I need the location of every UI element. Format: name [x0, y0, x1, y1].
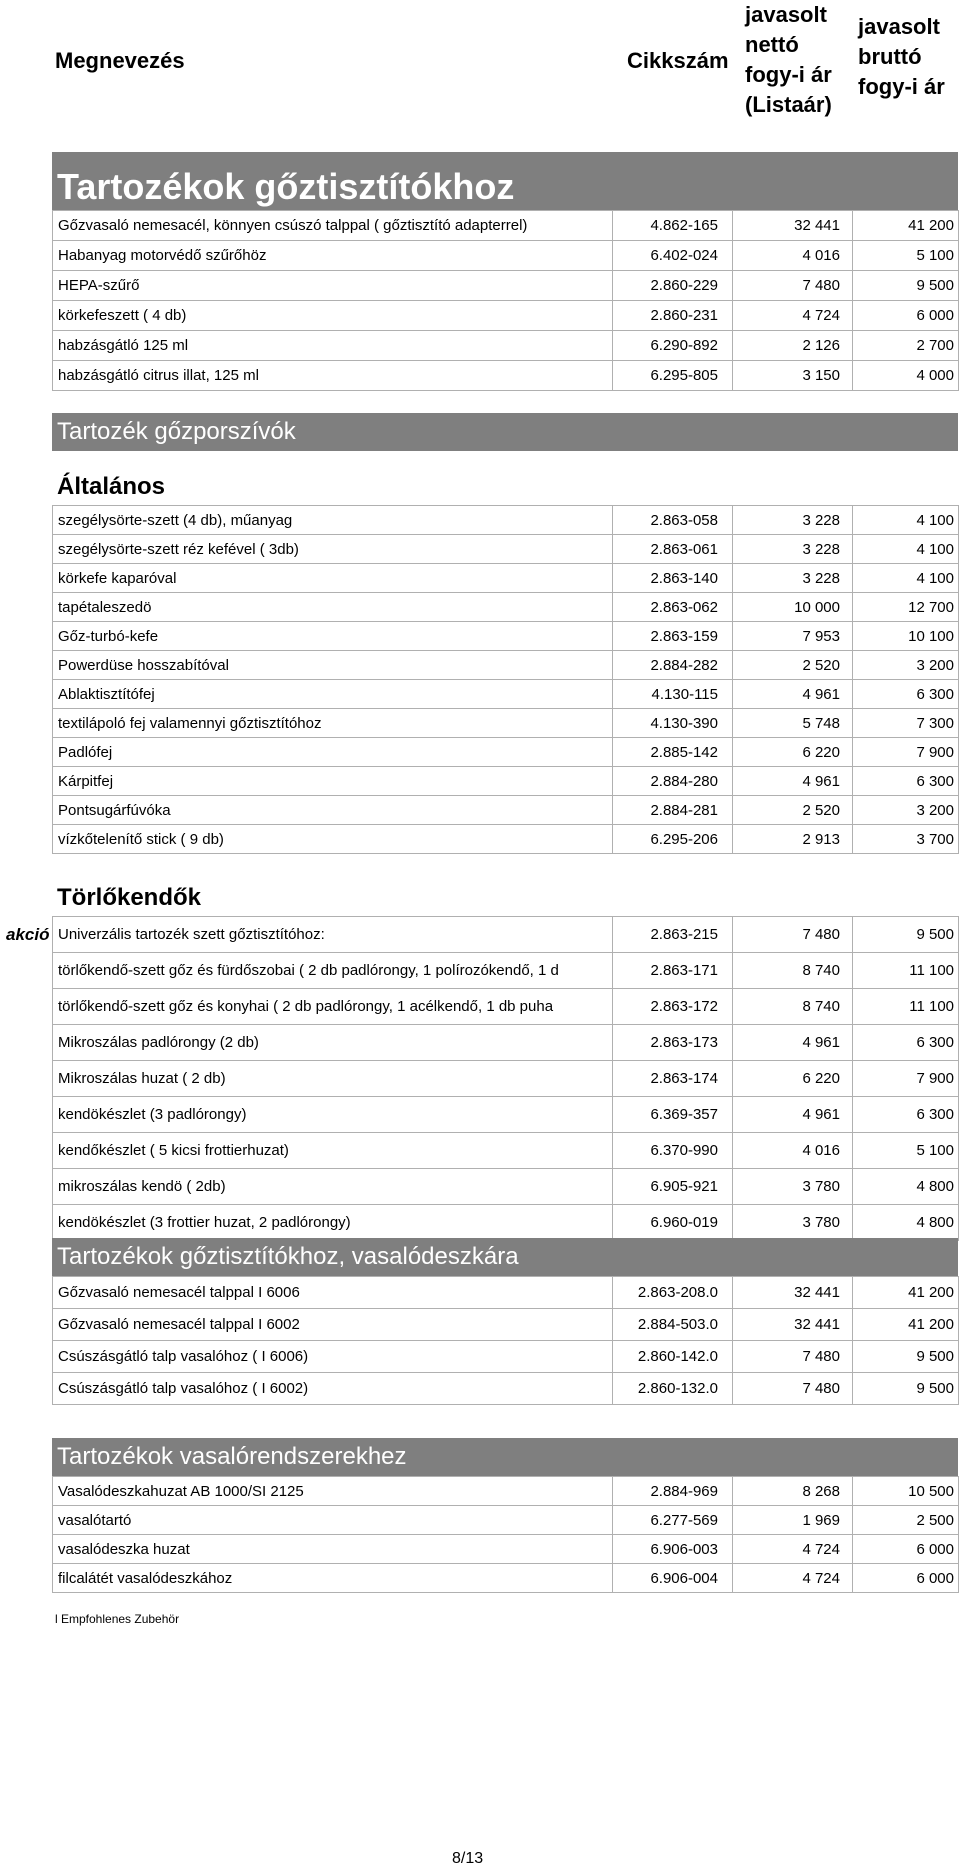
item-code: 2.885-142: [613, 738, 733, 767]
header-net-price: [745, 0, 845, 120]
item-name: Gőzvasaló nemesacél, könnyen csúszó talppal ( gőztisztító adapterrel): [53, 211, 613, 241]
net-price: 7 480: [733, 1373, 853, 1405]
item-code: 2.863-215: [613, 917, 733, 953]
net-price: 2 520: [733, 796, 853, 825]
gross-price: 5 100: [853, 1133, 959, 1169]
net-price: 3 780: [733, 1205, 853, 1241]
item-name: Pontsugárfúvóka: [53, 796, 613, 825]
item-name: Powerdüse hosszabítóval: [53, 651, 613, 680]
item-code: 2.860-132.0: [613, 1373, 733, 1405]
gross-price: 6 300: [853, 767, 959, 796]
net-price: 4 961: [733, 767, 853, 796]
gross-price: 9 500: [853, 1341, 959, 1373]
header-net-line: (Listaár): [745, 92, 832, 117]
item-name: Gőz-turbó-kefe: [53, 622, 613, 651]
item-name: mikroszálas kendö ( 2db): [53, 1169, 613, 1205]
item-code: 6.290-892: [613, 331, 733, 361]
section-steam-vacuum-accessories: [52, 413, 958, 854]
column-header: [0, 0, 960, 140]
gross-price: 6 000: [853, 301, 959, 331]
subsection-title: Törlőkendők: [57, 884, 202, 911]
net-price: 4 961: [733, 1097, 853, 1133]
table-row: [53, 1025, 959, 1061]
item-code: 4.130-115: [613, 680, 733, 709]
net-price: 32 441: [733, 1309, 853, 1341]
gross-price: 10 500: [853, 1477, 959, 1506]
item-name: Gőzvasaló nemesacél talppal I 6002: [53, 1309, 613, 1341]
gross-price: 4 100: [853, 564, 959, 593]
header-gross-line: bruttó: [858, 44, 922, 69]
gross-price: 11 100: [853, 989, 959, 1025]
table-row: [53, 506, 959, 535]
item-code: 2.863-171: [613, 953, 733, 989]
net-price: 4 724: [733, 1564, 853, 1593]
table-row: [53, 564, 959, 593]
item-name: Univerzális tartozék szett gőztisztítóhoz:: [53, 917, 613, 953]
net-price: 2 913: [733, 825, 853, 854]
price-table: [52, 1476, 959, 1593]
table-row: [53, 535, 959, 564]
item-name: habzásgátló citrus illat, 125 ml: [53, 361, 613, 391]
gross-price: 2 500: [853, 1506, 959, 1535]
item-name: Csúszásgátló talp vasalóhoz ( I 6002): [53, 1373, 613, 1405]
net-price: 4 961: [733, 1025, 853, 1061]
gross-price: 3 200: [853, 796, 959, 825]
item-code: 2.884-281: [613, 796, 733, 825]
table-row: [53, 1097, 959, 1133]
subsection-title: Általános: [57, 473, 166, 500]
net-price: 6 220: [733, 738, 853, 767]
net-price: 4 724: [733, 1535, 853, 1564]
table-row: [53, 796, 959, 825]
gross-price: 41 200: [853, 211, 959, 241]
item-name: HEPA-szűrő: [53, 271, 613, 301]
item-name: Mikroszálas huzat ( 2 db): [53, 1061, 613, 1097]
header-net-line: javasolt: [745, 2, 827, 27]
section-title: Tartozék gőzporszívók: [52, 413, 958, 451]
net-price: 7 480: [733, 1341, 853, 1373]
section-ironing-system-accessories: [52, 1438, 958, 1593]
item-name: törlőkendő-szett gőz és konyhai ( 2 db padlórongy, 1 acélkendő, 1 db puha: [53, 989, 613, 1025]
item-name: Kárpitfej: [53, 767, 613, 796]
price-table: [52, 916, 959, 1241]
item-code: 2.884-282: [613, 651, 733, 680]
header-gross-line: javasolt: [858, 14, 940, 39]
item-name: filcalátét vasalódeszkához: [53, 1564, 613, 1593]
gross-price: 9 500: [853, 917, 959, 953]
item-code: 6.960-019: [613, 1205, 733, 1241]
table-row: [53, 593, 959, 622]
item-name: Csúszásgátló talp vasalóhoz ( I 6006): [53, 1341, 613, 1373]
item-code: 2.863-172: [613, 989, 733, 1025]
item-code: 6.369-357: [613, 1097, 733, 1133]
item-code: 4.862-165: [613, 211, 733, 241]
net-price: 5 748: [733, 709, 853, 738]
table-row: [53, 301, 959, 331]
table-row: [53, 241, 959, 271]
net-price: 10 000: [733, 593, 853, 622]
section-title: Tartozékok gőztisztítókhoz, vasalódeszkára: [52, 1238, 958, 1276]
item-code: 6.295-805: [613, 361, 733, 391]
item-code: 2.863-208.0: [613, 1277, 733, 1309]
table-row: [53, 1373, 959, 1405]
header-gross-line: fogy-i ár: [858, 74, 945, 99]
section-wiping-cloths: [52, 880, 958, 1241]
net-price: 8 268: [733, 1477, 853, 1506]
net-price: 32 441: [733, 1277, 853, 1309]
promo-mark: akció: [6, 925, 50, 944]
table-row: [53, 331, 959, 361]
net-price: 4 724: [733, 301, 853, 331]
item-code: 2.884-969: [613, 1477, 733, 1506]
table-row: [53, 271, 959, 301]
table-row: [53, 953, 959, 989]
gross-price: 7 900: [853, 1061, 959, 1097]
table-row: [53, 825, 959, 854]
header-code: Cikkszám: [627, 48, 729, 73]
gross-price: 6 000: [853, 1564, 959, 1593]
gross-price: 11 100: [853, 953, 959, 989]
item-name: Habanyag motorvédő szűrőhöz: [53, 241, 613, 271]
item-name: vasalótartó: [53, 1506, 613, 1535]
item-name: kendőkészlet ( 5 kicsi frottierhuzat): [53, 1133, 613, 1169]
net-price: 6 220: [733, 1061, 853, 1097]
item-name: tapétaleszedö: [53, 593, 613, 622]
section-title: Tartozékok vasalórendszerekhez: [52, 1438, 958, 1476]
net-price: 4 016: [733, 1133, 853, 1169]
item-code: 6.906-003: [613, 1535, 733, 1564]
gross-price: 2 700: [853, 331, 959, 361]
item-name: Padlófej: [53, 738, 613, 767]
section-steam-cleaner-accessories: [52, 152, 958, 391]
header-net-line: nettó: [745, 32, 799, 57]
gross-price: 4 100: [853, 535, 959, 564]
table-row: [53, 361, 959, 391]
item-code: 2.863-174: [613, 1061, 733, 1097]
table-row: [53, 1564, 959, 1593]
item-name: szegélysörte-szett réz kefével ( 3db): [53, 535, 613, 564]
section-title: Tartozékok gőztisztítókhoz: [52, 152, 958, 210]
gross-price: 9 500: [853, 1373, 959, 1405]
item-code: 6.277-569: [613, 1506, 733, 1535]
item-name: körkefe kaparóval: [53, 564, 613, 593]
gross-price: 6 300: [853, 1025, 959, 1061]
net-price: 2 126: [733, 331, 853, 361]
net-price: 32 441: [733, 211, 853, 241]
table-row: [53, 1341, 959, 1373]
item-name: törlőkendő-szett gőz és fürdőszobai ( 2 db padlórongy, 1 polírozókendő, 1 d: [53, 953, 613, 989]
item-name: Ablaktisztítófej: [53, 680, 613, 709]
item-name: Mikroszálas padlórongy (2 db): [53, 1025, 613, 1061]
net-price: 3 150: [733, 361, 853, 391]
item-name: Gőzvasaló nemesacél talppal I 6006: [53, 1277, 613, 1309]
header-name: Megnevezés: [55, 48, 185, 73]
net-price: 8 740: [733, 989, 853, 1025]
table-row: [53, 1535, 959, 1564]
item-name: szegélysörte-szett (4 db), műanyag: [53, 506, 613, 535]
header-gross-price: [858, 12, 958, 102]
net-price: 2 520: [733, 651, 853, 680]
item-name: textilápoló fej valamennyi gőztisztítóhoz: [53, 709, 613, 738]
item-name: kendökészlet (3 frottier huzat, 2 padlórongy): [53, 1205, 613, 1241]
item-name: körkefeszett ( 4 db): [53, 301, 613, 331]
table-row: [53, 1477, 959, 1506]
net-price: 8 740: [733, 953, 853, 989]
item-code: 2.860-231: [613, 301, 733, 331]
net-price: 3 228: [733, 506, 853, 535]
gross-price: 12 700: [853, 593, 959, 622]
net-price: 4 016: [733, 241, 853, 271]
table-row: [53, 738, 959, 767]
price-table: [52, 1276, 959, 1405]
footnote: l Empfohlenes Zubehör: [55, 1612, 180, 1626]
net-price: 7 480: [733, 917, 853, 953]
gross-price: 4 000: [853, 361, 959, 391]
item-code: 2.860-229: [613, 271, 733, 301]
net-price: 3 228: [733, 535, 853, 564]
header-net-line: fogy-i ár: [745, 62, 832, 87]
gross-price: 7 300: [853, 709, 959, 738]
item-code: 6.295-206: [613, 825, 733, 854]
gross-price: 41 200: [853, 1309, 959, 1341]
table-row: [53, 622, 959, 651]
table-row: [53, 1277, 959, 1309]
item-code: 2.863-173: [613, 1025, 733, 1061]
item-code: 2.884-503.0: [613, 1309, 733, 1341]
price-table: [52, 505, 959, 854]
item-code: 2.884-280: [613, 767, 733, 796]
page-number: 8/13: [452, 1850, 484, 1867]
table-row: [53, 1061, 959, 1097]
net-price: 7 480: [733, 271, 853, 301]
table-row: [53, 767, 959, 796]
gross-price: 41 200: [853, 1277, 959, 1309]
item-code: 6.905-921: [613, 1169, 733, 1205]
gross-price: 6 000: [853, 1535, 959, 1564]
gross-price: 6 300: [853, 680, 959, 709]
gross-price: 3 700: [853, 825, 959, 854]
table-row: [53, 1205, 959, 1241]
gross-price: 7 900: [853, 738, 959, 767]
gross-price: 6 300: [853, 1097, 959, 1133]
table-row: [53, 709, 959, 738]
net-price: 4 961: [733, 680, 853, 709]
item-code: 2.863-061: [613, 535, 733, 564]
item-name: habzásgátló 125 ml: [53, 331, 613, 361]
gross-price: 4 800: [853, 1169, 959, 1205]
table-row: [53, 1506, 959, 1535]
table-row: [53, 1133, 959, 1169]
gross-price: 4 800: [853, 1205, 959, 1241]
item-name: kendökészlet (3 padlórongy): [53, 1097, 613, 1133]
table-row: [53, 1169, 959, 1205]
net-price: 7 953: [733, 622, 853, 651]
item-code: 6.906-004: [613, 1564, 733, 1593]
table-row: [53, 211, 959, 241]
table-row: [53, 917, 959, 953]
item-name: Vasalódeszkahuzat AB 1000/SI 2125: [53, 1477, 613, 1506]
item-name: vízkőtelenítő stick ( 9 db): [53, 825, 613, 854]
item-code: 2.860-142.0: [613, 1341, 733, 1373]
gross-price: 4 100: [853, 506, 959, 535]
table-row: [53, 651, 959, 680]
gross-price: 9 500: [853, 271, 959, 301]
gross-price: 10 100: [853, 622, 959, 651]
table-row: [53, 1309, 959, 1341]
item-code: 4.130-390: [613, 709, 733, 738]
gross-price: 3 200: [853, 651, 959, 680]
item-code: 2.863-062: [613, 593, 733, 622]
net-price: 3 228: [733, 564, 853, 593]
gross-price: 5 100: [853, 241, 959, 271]
table-row: [53, 680, 959, 709]
item-name: vasalódeszka huzat: [53, 1535, 613, 1564]
item-code: 6.402-024: [613, 241, 733, 271]
net-price: 3 780: [733, 1169, 853, 1205]
net-price: 1 969: [733, 1506, 853, 1535]
item-code: 2.863-159: [613, 622, 733, 651]
item-code: 2.863-058: [613, 506, 733, 535]
table-row: [53, 989, 959, 1025]
price-table: [52, 210, 959, 391]
item-code: 2.863-140: [613, 564, 733, 593]
item-code: 6.370-990: [613, 1133, 733, 1169]
section-ironing-board-accessories: [52, 1238, 958, 1405]
